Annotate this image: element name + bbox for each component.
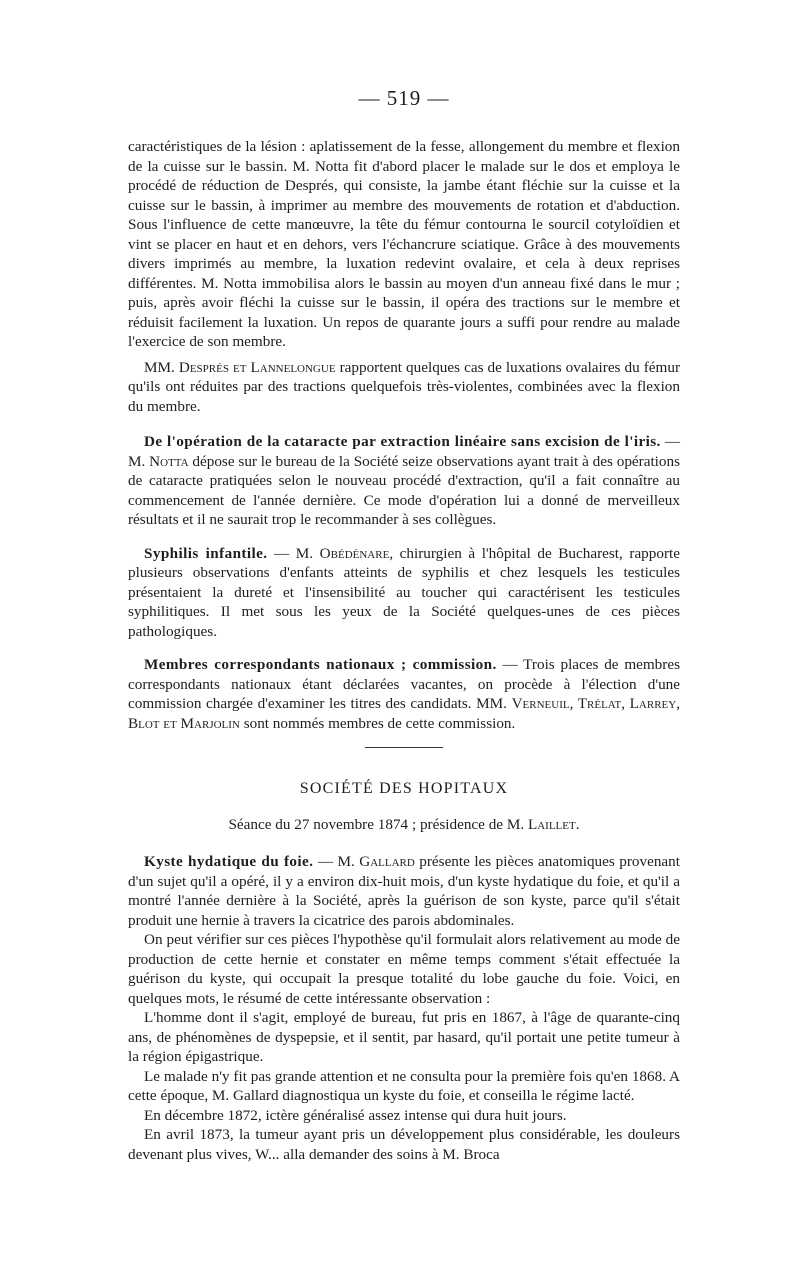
paragraph-heading: Membres correspondants nationaux ; commission.	[144, 656, 497, 673]
paragraph-prefix: — M.	[128, 433, 681, 470]
author-names: Gallard	[359, 853, 415, 870]
author-names: Verneuil, Trélat, Larrey, Blot et Marjolin	[128, 695, 680, 732]
paragraph-text: dépose sur le bureau de la Société seize observations ayant trait à des opérations de cataracte pratiquées selon le nouveau procédé d'extraction, qu'il a fait connaître au commencement de l'année dernière. Ce mode d'opération lui a donné de merveilleux résultats et il ne saurait trop le recommander à ses collègues.	[128, 452, 680, 528]
paragraph-prefix: — M.	[267, 544, 320, 562]
paragraph-luxation-continued	[128, 137, 680, 352]
paragraph-heading: Kyste hydatique du foie.	[144, 853, 314, 870]
paragraph-despres-lannelongue	[128, 358, 680, 417]
paragraph-heading: Syphilis infantile.	[144, 544, 268, 562]
paragraph-avril	[128, 1125, 680, 1164]
paragraph-text: , chirurgien à l'hôpital de Bucharest, rapporte plusieurs observations d'enfants atteints de syphilis et chez lesquels les testicules présentaient la dureté et l'insensibilité au toucher qui caractérisent les testicules syphilitiques. Il met sous les yeux de la Société quelques-unes de ces pièces pathologiques.	[128, 544, 680, 640]
paragraph-heading: De l'opération de la cataracte par extraction linéaire sans excision de l'iris.	[144, 433, 661, 450]
paragraph-syphilis	[128, 544, 680, 642]
journal-page	[128, 86, 680, 1164]
president-name: Laillet.	[527, 816, 580, 833]
section-divider	[365, 747, 443, 748]
paragraph-membres-correspondants	[128, 655, 680, 733]
paragraph-prefix: — M.	[313, 853, 360, 870]
author-names: Obédénare	[319, 544, 390, 562]
paragraph-text: En décembre 1872, ictère généralisé assez intense qui dura huit jours.	[144, 1106, 567, 1124]
session-text: Séance du 27 novembre 1874 ; présidence de M.	[228, 816, 528, 833]
author-names: Notta	[149, 452, 189, 470]
paragraph-kyste-hydatique	[128, 852, 680, 930]
paragraph-prefix: MM.	[144, 358, 179, 376]
session-line	[128, 816, 680, 834]
paragraph-prefix: — Trois places de membres correspondants nationaux étant déclarées vacantes, on procède à l'élection d'une commission chargée d'examiner les titres des candidats. MM.	[128, 656, 680, 712]
paragraph-employe	[128, 1008, 680, 1067]
paragraph-text: L'homme dont il s'agit, employé de bureau, fut pris en 1867, à l'âge de quarante-cinq ans, de phénomènes de dyspepsie, et il sentit, par hasard, qu'il portait une petite tumeur à la région épigastrique.	[128, 1009, 680, 1065]
paragraph-text: sont nommés membres de cette commission.	[239, 714, 516, 732]
paragraph-text: caractéristiques de la lésion : aplatissement de la fesse, allongement du membre et flexion de la cuisse sur le bassin. M. Notta fit d'abord placer le malade sur le dos et employa le procédé de réduction de Després, qui consiste, la jambe étant fléchie sur la cuisse et la cuisse sur le bassin, à imprimer au membre des mouvements de rotation et d'abduction. Sous l'influence de cette manœuvre, la tête du fémur contourna le sourcil cotyloïdien et vint se placer en haut et en dehors, vers l'échancrure sciatique. Grâce à des mouvements divers imprimés au membre, la luxation redevint ovalaire, et cela à deux reprises différentes. M. Notta immobilisa alors le bassin au moyen d'un anneau fixé dans le mur ; puis, après avoir fléchi la cuisse sur le bassin, il opéra des tractions sur le membre et réduisit facilement la luxation. Un repos de quarante jours a suffi pour rendre au malade l'exercice de son membre.	[128, 138, 680, 350]
paragraph-text: On peut vérifier sur ces pièces l'hypothèse qu'il formulait alors relativement au mode de production de cette hernie et constater en même temps comment s'était effectuée la guérison du kyste, qui occupait la presque totalité du lobe gauche du foie. Voici, en quelques mots, le résumé de cette intéressante observation :	[128, 931, 680, 1007]
paragraph-malade	[128, 1067, 680, 1106]
paragraph-decembre	[128, 1106, 680, 1126]
paragraph-cataracte	[128, 432, 680, 530]
author-names: Després et Lannelongue	[178, 358, 336, 376]
paragraph-text: présente les pièces anatomiques provenant d'un sujet qu'il a opéré, il y a environ dix-huit mois, d'un kyste hydatique du foie, et qu'il a montré l'année dernière à la Société, après la guérison de son kyste, parce qu'il s'était produit une hernie à travers la cicatrice des parois abdominales.	[128, 853, 680, 929]
section-title: SOCIÉTÉ DES HOPITAUX	[299, 780, 509, 797]
paragraph-text: Le malade n'y fit pas grande attention et ne consulta pour la première fois qu'en 1868. A cette époque, M. Gallard diagnostiqua un kyste du foie, et conseilla le régime lacté.	[128, 1067, 680, 1104]
paragraph-hypothese	[128, 930, 680, 1008]
page-number: — 519 —	[358, 86, 450, 110]
paragraph-text: rapportent quelques cas de luxations ovalaires du fémur qu'ils ont réduites par des tractions quelquefois très-violentes, combinées avec la flexion du membre.	[128, 358, 681, 415]
paragraph-text: En avril 1873, la tumeur ayant pris un développement plus considérable, les douleurs devenant plus vives, W... alla demander des soins à M. Broca	[128, 1126, 680, 1163]
